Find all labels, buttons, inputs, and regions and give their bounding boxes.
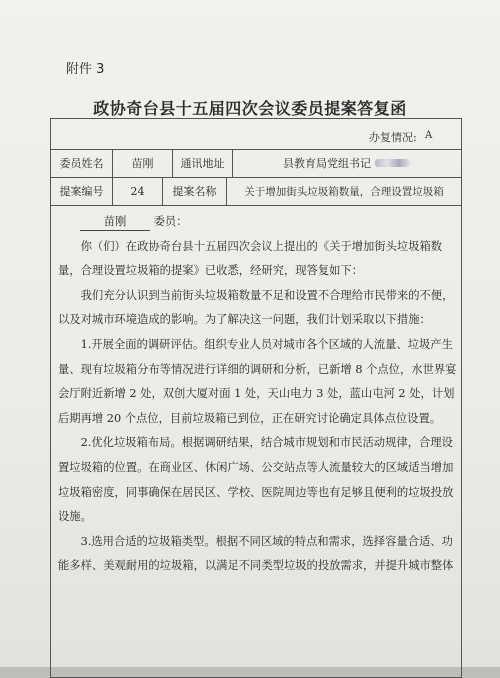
address-cell bbox=[233, 149, 461, 177]
status-row bbox=[51, 119, 461, 150]
proposal-name-label: 提案名称 bbox=[163, 177, 227, 205]
attachment-label: 附件 3 bbox=[66, 62, 105, 77]
addressee-suffix: 委员： bbox=[153, 215, 188, 228]
paragraph: 2.优化垃圾箱布局。根据调研结果，结合城市规划和市民活动规律，合理设置垃圾箱的位置。在商业区、休闲广场、公交站点等人流量较大的区域适当增加垃圾箱密度，同事确保在居民区、学校、医院周边等也有足够且便利的垃圾投放设施。 bbox=[58, 436, 454, 524]
document-title: 政协奇台县十五届四次会议委员提案答复函 bbox=[93, 99, 407, 118]
addressee-name: 苗刚 bbox=[80, 214, 150, 231]
status-value: A bbox=[425, 130, 433, 141]
address-value: 县教育局党组书记 bbox=[283, 157, 371, 170]
member-name-label: 委员姓名 bbox=[51, 149, 113, 177]
paragraph: 3.选用合适的垃圾箱类型。根据不同区域的特点和需求，选择容量合适、功能多样、美观耐用的垃圾箱，以满足不同类型垃圾的投放需求，并提升城市整体 bbox=[58, 534, 454, 573]
paragraph: 我们充分认识到当前街头垃圾箱数量不足和设置不合理给市民带来的不便，以及对城市环境造成的影响。为了解决这一问题，我们计划采取以下措施： bbox=[58, 288, 454, 327]
paragraph: 你（们）在政协奇台县十五届四次会议上提出的《关于增加街头垃圾箱数量，合理设置垃圾箱的提案》已收悉，经研究，现答复如下： bbox=[58, 239, 443, 278]
member-name-value: 苗刚 bbox=[113, 149, 173, 177]
proposal-name-value: 关于增加街头垃圾箱数量，合理设置垃圾箱 bbox=[244, 185, 444, 198]
proposal-row bbox=[51, 177, 461, 206]
redacted-blur bbox=[375, 159, 411, 167]
letter-body bbox=[58, 210, 458, 579]
address-label: 通讯地址 bbox=[173, 149, 233, 177]
member-row bbox=[51, 149, 461, 178]
proposal-no-value: 24 bbox=[113, 177, 163, 205]
paragraph: 1.开展全面的调研评估。组织专业人员对城市各个区域的人流量、垃圾产生量、现有垃圾箱分布等情况进行详细的调研和分析，已新增 8 个点位，水世界宴会厅附近新增 2 处，双创大厦对面 1 处，天山电力 3 处，蓝山屯河 2 处，计划后期再增 20 个点位，目前垃圾箱已到位，正在研究讨论确定具体点位设置。 bbox=[58, 337, 457, 425]
status-label: 办复情况: bbox=[369, 131, 417, 144]
addressee-line bbox=[58, 210, 458, 235]
proposal-no-label: 提案编号 bbox=[51, 177, 113, 205]
